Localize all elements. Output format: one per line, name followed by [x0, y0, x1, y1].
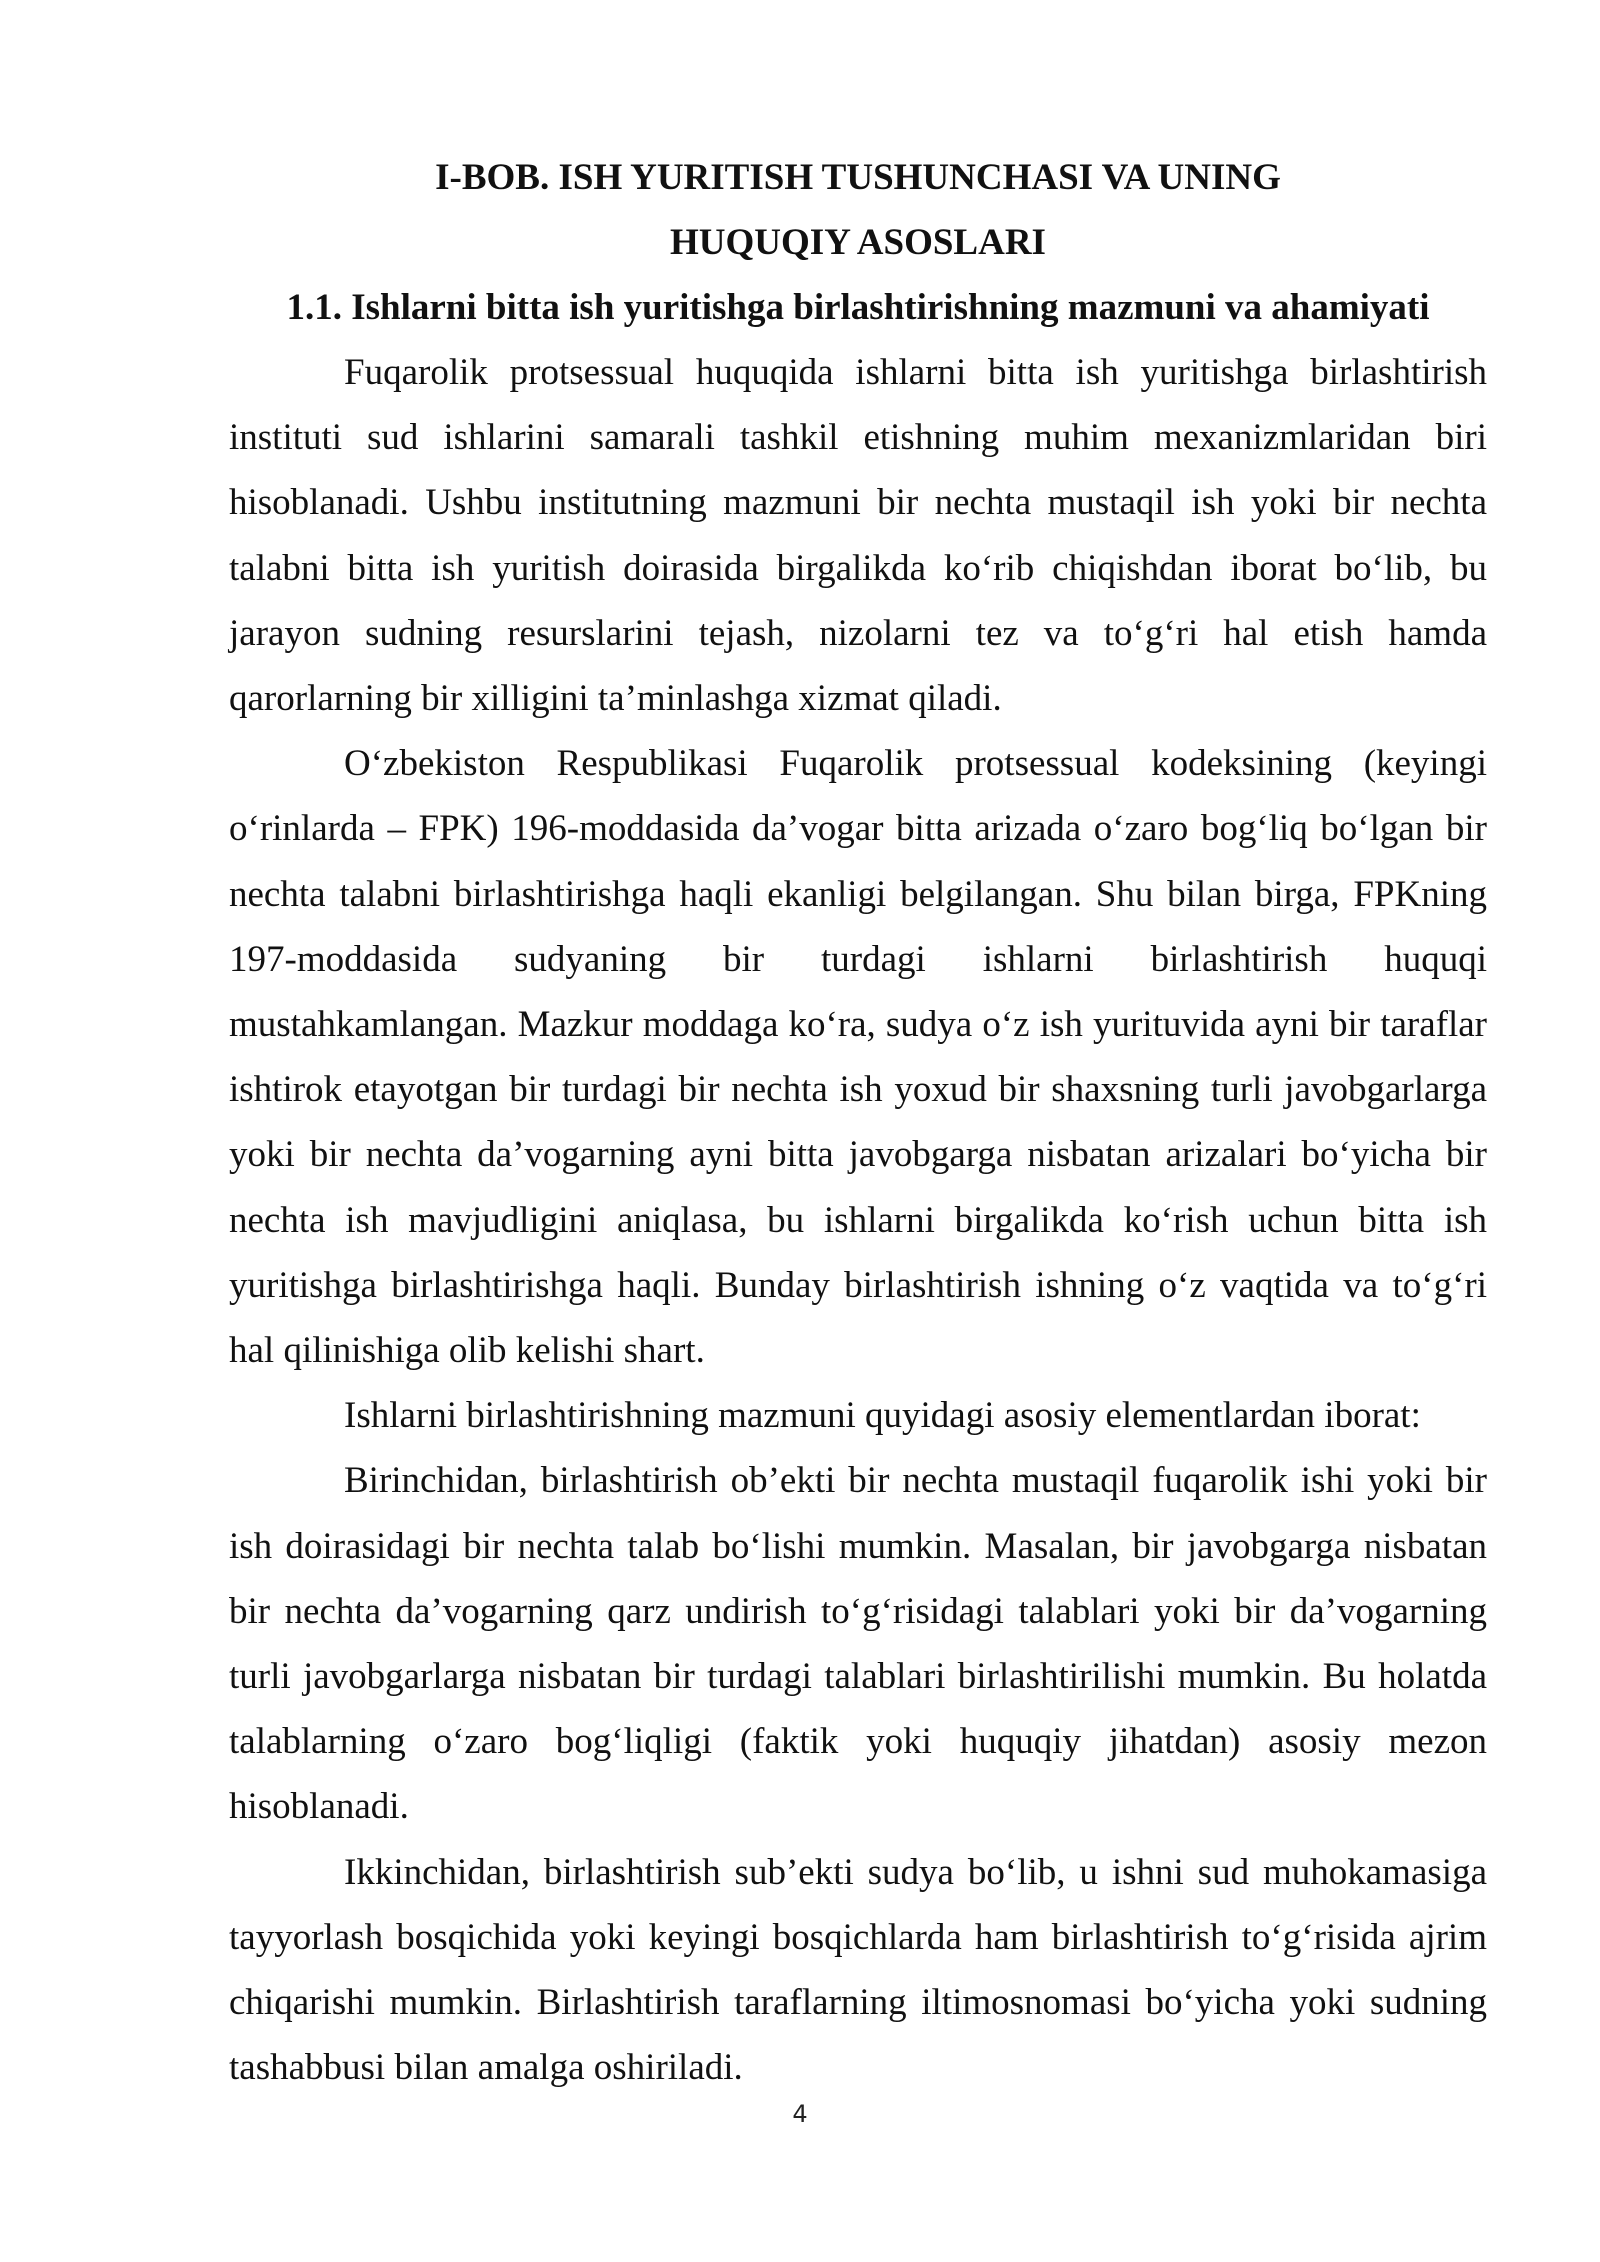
page-content	[229, 145, 1487, 2100]
paragraph-2: Oʻzbekiston Respublikasi Fuqarolik protsessual kodeksining (keyingi oʻrinlarda – FPK) 196-moddasida daʼvogar bitta arizada oʻzaro bogʻliq boʻlgan bir nechta talabni birlashtirishga haqli ekanligi belgilangan. Shu bilan birga, FPKning 197-moddasida sudyaning bir turdagi ishlarni birlashtirish huquqi mustahkamlangan. Mazkur moddaga koʻra, sudya oʻz ish yurituvida ayni bir taraflar ishtirok etayotgan bir turdagi bir nechta ish yoxud bir shaxsning turli javobgarlarga yoki bir nechta daʼvogarning ayni bitta javobgarga nisbatan arizalari boʻyicha bir nechta ish mavjudligini aniqlasa, bu ishlarni birgalikda koʻrish uchun bitta ish yuritishga birlashtirishga haqli. Bunday birlashtirish ishning oʻz vaqtida va toʻgʻri hal qilinishiga olib kelishi shart.	[229, 743, 1487, 1372]
chapter-title: I-BOB. ISH YURITISH TUSHUNCHASI VA UNING HUQUQIY ASOSLARI	[435, 157, 1281, 263]
section-title: 1.1. Ishlarni bitta ish yuritishga birlashtirishning mazmuni va ahamiyati	[286, 287, 1430, 328]
paragraph-1: Fuqarolik protsessual huquqida ishlarni bitta ish yuritishga birlashtirish instituti sud ishlarini samarali tashkil etishning muhim mexanizmlaridan biri hisoblanadi. Ushbu institutning mazmuni bir nechta mustaqil ish yoki bir nechta talabni bitta ish yuritish doirasida birgalikda koʻrib chiqishdan iborat boʻlib, bu jarayon sudning resurslarini tejash, nizolarni tez va toʻgʻri hal etish hamda qarorlarning bir xilligini taʼminlashga xizmat qiladi.	[229, 352, 1487, 720]
paragraph-3: Ishlarni birlashtirishning mazmuni quyidagi asosiy elementlardan iborat:	[344, 1395, 1421, 1437]
page-number: 4	[792, 2100, 808, 2128]
paragraph-4: Birinchidan, birlashtirish obʼekti bir nechta mustaqil fuqarolik ishi yoki bir ish doirasidagi bir nechta talab boʻlishi mumkin. Masalan, bir javobgarga nisbatan bir nechta daʼvogarning qarz undirish toʻgʻrisidagi talablari yoki bir daʼvogarning turli javobgarlarga nisbatan bir turdagi talablari birlashtirilishi mumkin. Bu holatda talablarning oʻzaro bogʻliqligi (faktik yoki huquqiy jihatdan) asosiy mezon hisoblanadi.	[229, 1460, 1487, 1828]
paragraph-5: Ikkinchidan, birlashtirish subʼekti sudya boʻlib, u ishni sud muhokamasiga tayyorlash bosqichida yoki keyingi bosqichlarda ham birlashtirish toʻgʻrisida ajrim chiqarishi mumkin. Birlashtirish taraflarning iltimosnomasi boʻyicha yoki sudning tashabbusi bilan amalga oshiriladi.	[229, 1851, 1487, 2089]
